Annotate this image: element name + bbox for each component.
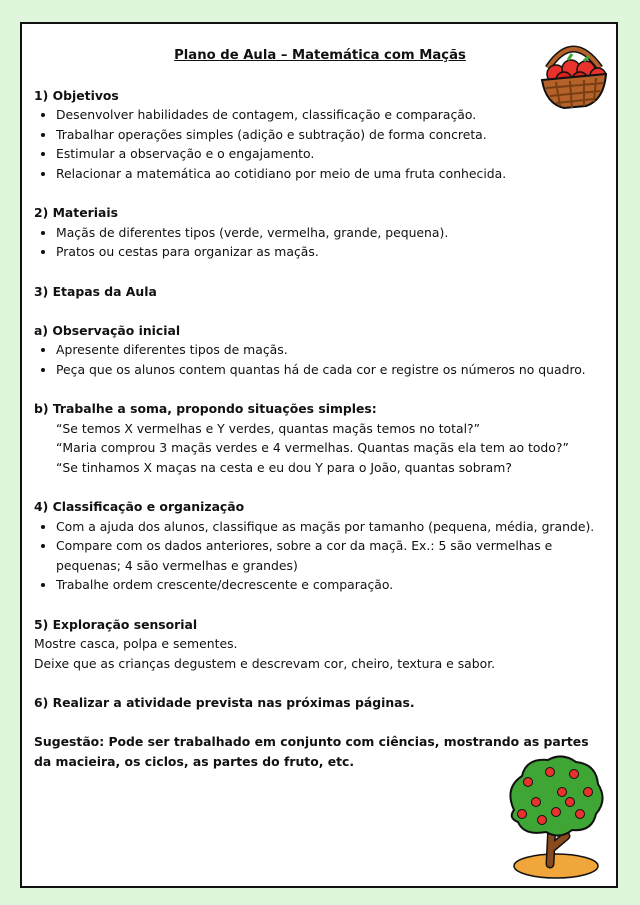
classification-heading: 4) Classificação e organização	[34, 499, 245, 515]
lesson-plan-page	[20, 22, 618, 888]
apple-tree-icon	[500, 752, 610, 880]
list-item: • Peça que os alunos contem quantas há de cada cor e registre os números no quadro.	[56, 360, 606, 380]
sum-quote: “Maria comprou 3 maçãs verdes e 4 vermelhas. Quantas maçãs ela tem ao todo?”	[56, 440, 569, 456]
list-item: • Trabalhar operações simples (adição e subtração) de forma concreta.	[56, 125, 606, 145]
page-title: Plano de Aula – Matemática com Maçãs	[174, 48, 466, 63]
objectives-heading: 1) Objetivos	[34, 87, 119, 103]
sensory-line: Deixe que as crianças degustem e descrevam cor, cheiro, textura e sabor.	[34, 655, 496, 671]
materials-heading: 2) Materiais	[34, 205, 118, 221]
list-item: • Apresente diferentes tipos de maçãs.	[56, 340, 606, 360]
sum-quote: “Se tinhamos X maças na cesta e eu dou Y para o João, quantas sobram?	[56, 459, 512, 475]
list-item: • Desenvolver habilidades de contagem, classificação e comparação.	[56, 105, 606, 125]
stages-heading: 3) Etapas da Aula	[34, 283, 157, 299]
list-item: • Maçãs de diferentes tipos (verde, vermelha, grande, pequena).	[56, 223, 606, 243]
classification-list	[34, 517, 606, 595]
observation-list	[34, 340, 606, 379]
sum-quote: “Se temos X vermelhas e Y verdes, quantas maçãs temos no total?”	[56, 420, 481, 436]
lesson-content	[34, 46, 606, 771]
list-item: • Pratos ou cestas para organizar as maçãs.	[56, 242, 606, 262]
list-item: • Relacionar a matemática ao cotidiano por meio de uma fruta conhecida.	[56, 164, 606, 184]
suggestion-text: Sugestão: Pode ser trabalhado em conjunto com ciências, mostrando as partes da macieira, os ciclos, as partes do fruto, etc.	[34, 734, 589, 769]
sum-heading: b) Trabalhe a soma, propondo situações simples:	[34, 401, 377, 417]
activity-line: 6) Realizar a atividade prevista nas próximas páginas.	[34, 695, 415, 710]
objectives-list	[34, 105, 606, 183]
list-item: • Compare com os dados anteriores, sobre a cor da maçã. Ex.: 5 são vermelhas e pequenas; 4 são vermelhas e grandes)	[56, 536, 606, 575]
sensory-heading: 5) Exploração sensorial	[34, 616, 198, 632]
list-item: • Estimular a observação e o engajamento.	[56, 144, 606, 164]
materials-list	[34, 223, 606, 262]
sensory-line: Mostre casca, polpa e sementes.	[34, 636, 238, 652]
list-item: • Trabalhe ordem crescente/decrescente e comparação.	[56, 575, 606, 595]
list-item: • Com a ajuda dos alunos, classifique as maçãs por tamanho (pequena, média, grande).	[56, 517, 606, 537]
observation-heading: a) Observação inicial	[34, 322, 181, 338]
